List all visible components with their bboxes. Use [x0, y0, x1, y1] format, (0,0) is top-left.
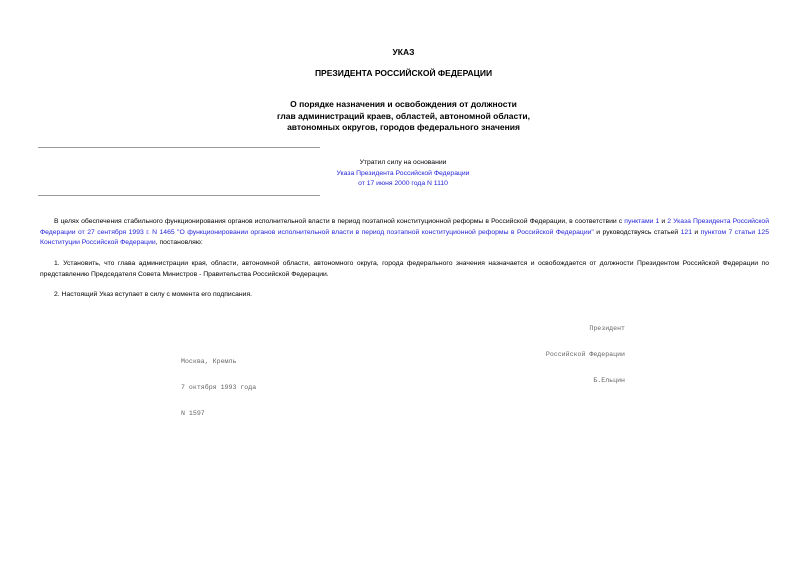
preamble-text-5: , постановляю: [155, 239, 203, 247]
item-1-paragraph: 1. Установить, что глава администрации края, области, автономной области, автономного округа, города федерального значения назначается и освобождается от должности Президентом Российской Федерации по представлению Председателя Совета Министров - Правительства Российской Федерации. [40, 260, 769, 278]
lapse-note [300, 158, 506, 190]
place-line: Москва, Кремль [181, 358, 237, 366]
divider-top [38, 147, 320, 148]
signature-line-1: Президент [589, 325, 625, 333]
place-date-block [181, 341, 331, 427]
lapse-decree-link[interactable]: Указа Президента Российской Федерации [336, 169, 470, 177]
lapse-decree-date-link[interactable]: от 17 июня 2000 года N 1110 [358, 180, 448, 188]
subject-line-1: О порядке назначения и освобождения от должности [290, 99, 517, 109]
date-line: 7 октября 1993 года [181, 383, 257, 391]
link-points-1[interactable]: пунктами 1 [624, 218, 660, 225]
subject-line-2: глав администраций краев, областей, автономной области, [277, 110, 530, 121]
document-subject [0, 99, 807, 134]
number-line: N 1597 [181, 409, 205, 417]
signature-line-3: Б.Ельцин [593, 376, 625, 384]
subject-line-3: автономных округов, городов федерального значения [287, 122, 520, 132]
document-title: УКАЗ [392, 47, 415, 57]
signature-block [480, 308, 625, 394]
preamble-paragraph [40, 217, 769, 249]
signature-line-2: Российской Федерации [545, 350, 625, 358]
divider-bottom [38, 195, 320, 196]
document-issuer: ПРЕЗИДЕНТА РОССИЙСКОЙ ФЕДЕРАЦИИ [314, 68, 493, 78]
link-article-125[interactable]: пунктом 7 статьи 125 Конституции Российской Федерации [40, 228, 769, 247]
preamble-text-3: и руководствуясь статьей [593, 228, 681, 236]
preamble-text-4: и [691, 228, 701, 236]
lapse-note-text: Утратил силу на основании [359, 159, 447, 166]
link-article-121[interactable]: 121 [680, 228, 692, 236]
link-decree-1465[interactable]: 2 Указа Президента Российской Федерации от 27 сентября 1993 г. N 1465 "О функционировании органов исполнительной власти в период поэтапной конституционной реформы в Российской Федерации" [40, 218, 770, 236]
preamble-text-1: В целях обеспечения стабильного функционирования органов исполнительной власти в период поэтапной конституционной реформы в Российской Федерации, в соответствии с [54, 218, 625, 225]
preamble-text-2: и [659, 218, 668, 225]
item-2-paragraph: 2. Настоящий Указ вступает в силу с момента его подписания. [54, 291, 253, 298]
